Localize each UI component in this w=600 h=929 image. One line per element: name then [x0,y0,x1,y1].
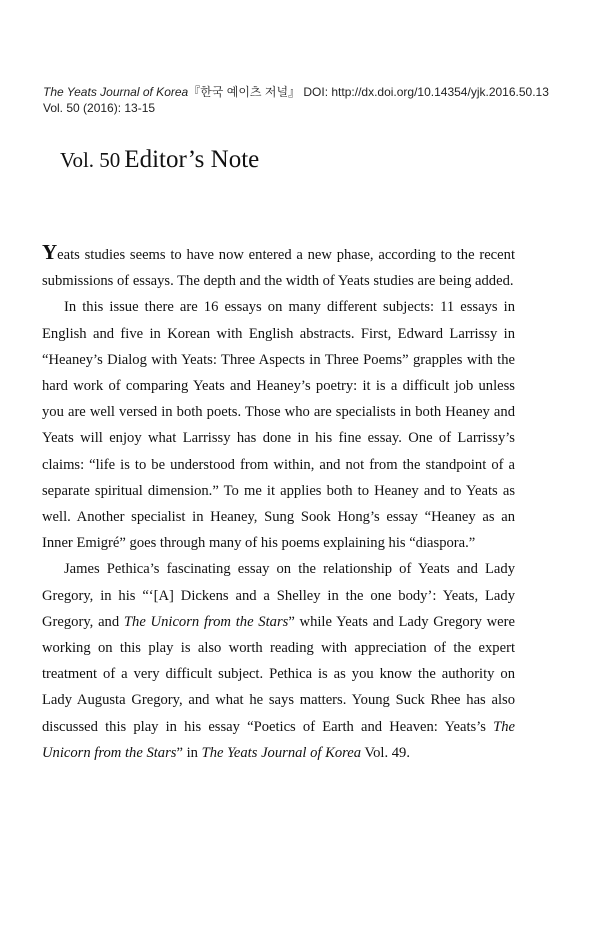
p3-italic-journal: The Yeats Journal of Korea [201,744,362,761]
doi-text: DOI: http://dx.doi.org/10.14354/yjk.2016.50.13 [300,85,549,99]
paragraph-1 [42,242,515,294]
article-body [42,242,515,766]
p3-segment: ” while Yeats and Lady Gregory were working on this play is also worth reading with appreciation of the expert treatment of a very difficult subject. Pethica is as you know the authority on Lady Augusta Gregory, and what he says matters. Young Suck Rhee has also discussed this play in his essay “Poetics of Earth and Heaven: Yeats’s [42,613,515,735]
paragraph-2: In this issue there are 16 essays on many different subjects: 11 essays in English and five in Korean with English abstracts. First, Edward Larrissy in “Heaney’s Dialog with Yeats: Three Aspects in Three Poems” grapples with the hard work of comparing Yeats and Heaney’s poetry: it is a difficult job unless you are well versed in both poets. Those who are specialists in both Heaney and Yeats will enjoy what Larrissy has done in his fine essay. One of Larrissy’s claims: “life is to be understood from within, and not from the standpoint of a separate spiritual dimension.” To me it applies both to Heaney and to Yeats as well. Another specialist in Heaney, Sung Sook Hong’s essay “Heaney as an Inner Emigré” goes through many of his poems explaining his “diaspora.” [42,299,515,552]
volume-line: Vol. 50 (2016): 13-15 [43,101,156,115]
page-title [60,146,259,174]
title-volume: Vol. 50 [60,148,121,172]
title-main: Editor’s Note [124,146,260,173]
paragraph-3 [42,556,515,766]
running-header [43,84,549,116]
p3-italic-title: The Unicorn from the Stars [123,613,289,630]
p3-segment: ” in [176,744,202,761]
p3-segment: James Pethica’s fascinating essay on the relationship of Yeats and Lady Gregory, in his “‘[A] Dickens and a Shelley in the one body’: Yeats, Lady Gregory, and [42,561,515,630]
p3-italic-title: The Unicorn from the Stars [42,718,515,761]
header-journal-line [43,84,549,100]
p3-segment: Vol. 49. [361,744,410,761]
paragraph-1-text: eats studies seems to have now entered a new phase, according to the recent submissions of essays. The depth and the width of Yeats studies are being added. [42,247,515,290]
drop-cap: Y [42,240,58,264]
journal-title-korean: 『한국 예이츠 저널』 [188,85,301,99]
journal-title-italic: The Yeats Journal of Korea [43,85,189,99]
